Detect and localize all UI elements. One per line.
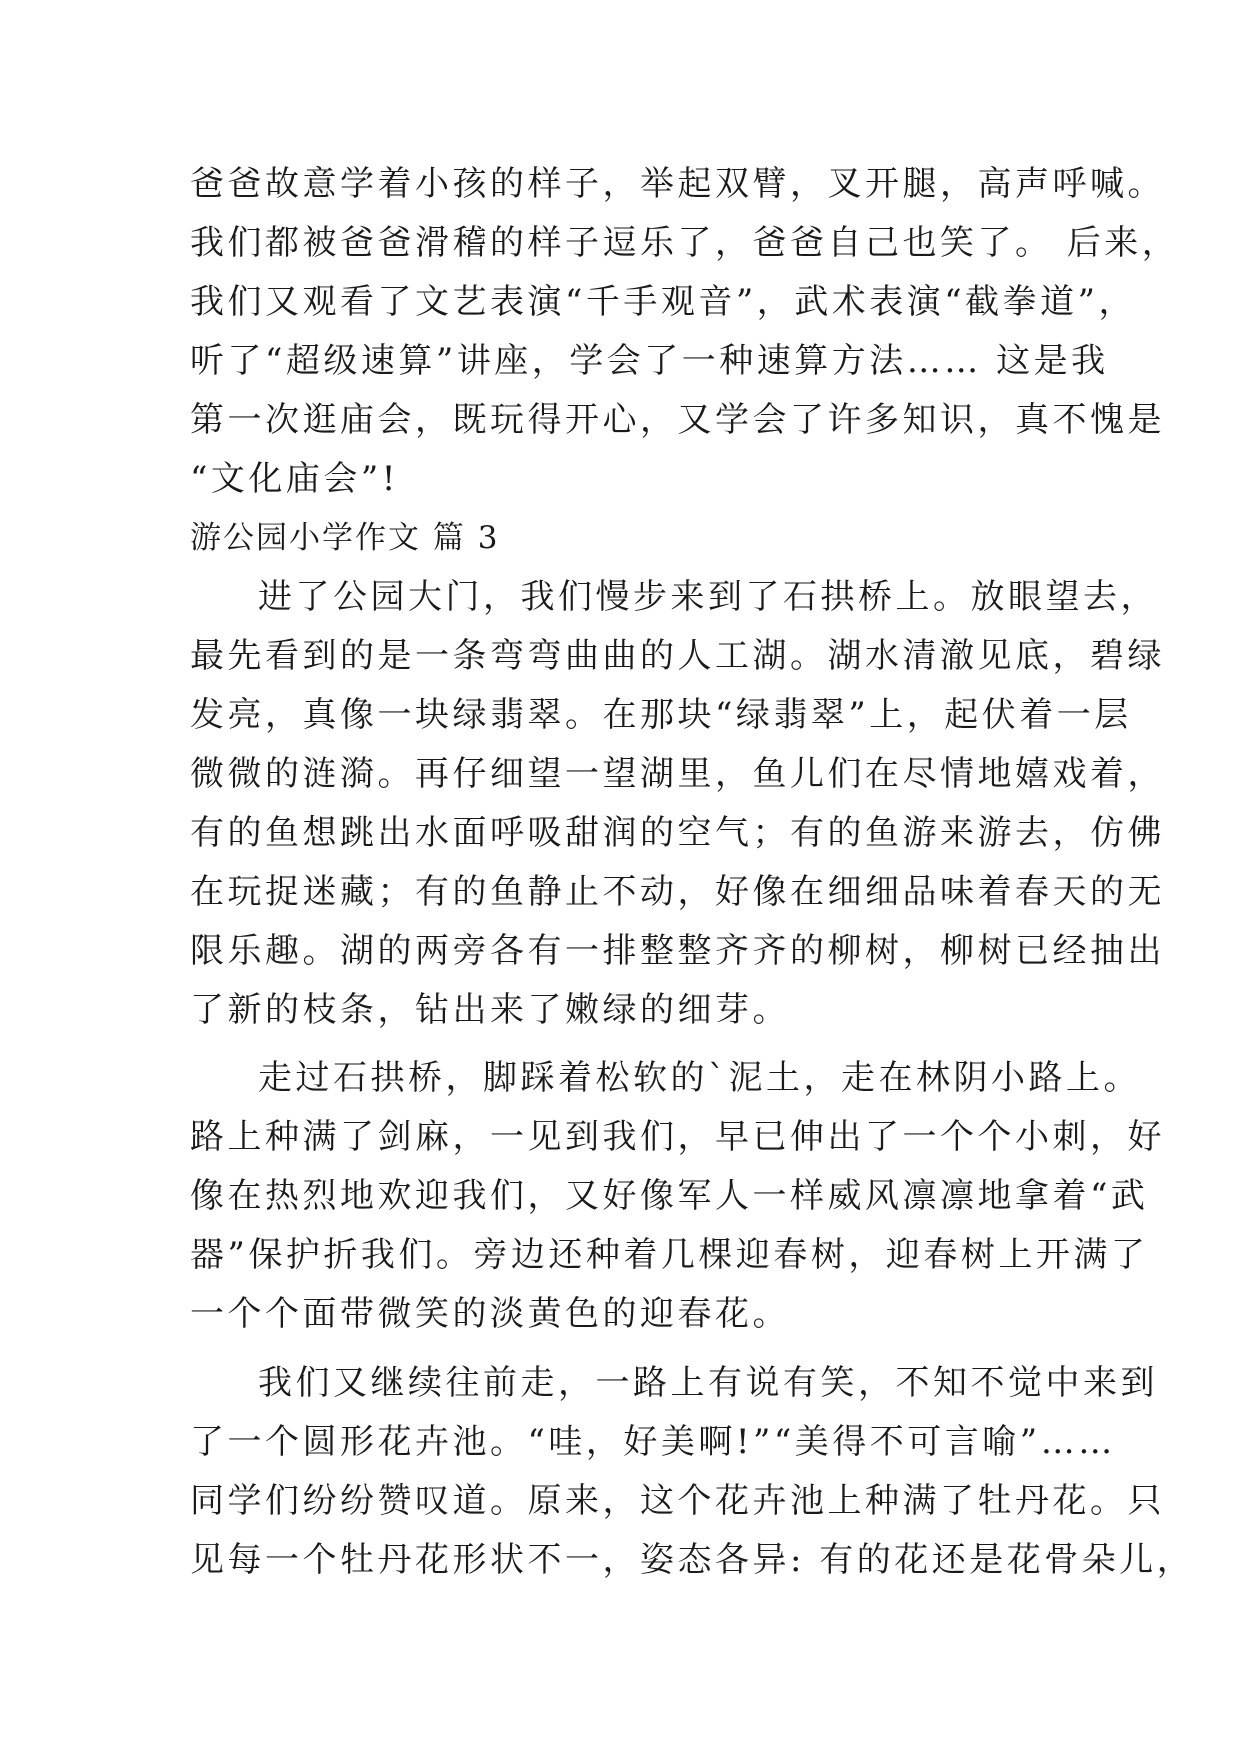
text-line: 我们又观看了文艺表演“千手观音”，武术表演“截拳道”，	[190, 282, 1137, 322]
text-line: 路上种满了剑麻，一见到我们，早已伸出了一个个小刺，好	[190, 1117, 1165, 1157]
text-line: 有的鱼想跳出水面呼吸甜润的空气；有的鱼游来游去，仿佛	[190, 813, 1165, 853]
text-line: 了一个圆形花卉池。“哇，好美啊!”“美得不可言喻”……	[190, 1422, 1116, 1462]
text-line: 我们又继续往前走，一路上有说有笑，不知不觉中来到	[258, 1363, 1158, 1403]
text-line: 我们都被爸爸滑稽的样子逗乐了，爸爸自己也笑了。 后来，	[190, 223, 1180, 263]
text-line: 同学们纷纷赞叹道。原来，这个花卉池上种满了牡丹花。只	[190, 1481, 1165, 1521]
text-line: 听了“超级速算”讲座，学会了一种速算方法…… 这是我	[190, 341, 1109, 381]
text-line: 走过石拱桥，脚踩着松软的`泥土，走在林阴小路上。	[258, 1058, 1141, 1098]
text-line: 进了公园大门，我们慢步来到了石拱桥上。放眼望去，	[258, 577, 1158, 617]
text-line: 像在热烈地欢迎我们，又好像军人一样威风凛凛地拿着“武	[190, 1176, 1149, 1216]
text-line: 微微的涟漪。再仔细望一望湖里，鱼儿们在尽情地嬉戏着，	[190, 754, 1165, 794]
text-line: 见每一个牡丹花形状不一，姿态各异: 有的花还是花骨朵儿，	[190, 1540, 1195, 1580]
text-line: 在玩捉迷藏；有的鱼静止不动，好像在细细品味着春天的无	[190, 872, 1165, 912]
text-line: 爸爸故意学着小孩的样子，举起双臂，叉开腿，高声呼喊。	[190, 164, 1165, 204]
section-title: 游公园小学作文 篇 3	[190, 520, 500, 556]
text-line: 最先看到的是一条弯弯曲曲的人工湖。湖水清澈见底，碧绿	[190, 636, 1165, 676]
text-line: 了新的枝条，钻出来了嫩绿的细芽。	[190, 990, 790, 1030]
text-line: 一个个面带微笑的淡黄色的迎春花。	[190, 1294, 790, 1334]
text-line: 发亮，真像一块绿翡翠。在那块“绿翡翠”上，起伏着一层	[190, 695, 1132, 735]
text-line: 器”保护折我们。旁边还种着几棵迎春树，迎春树上开满了	[190, 1235, 1149, 1275]
text-line: “文化庙会”!	[190, 459, 399, 499]
text-line: 限乐趣。湖的两旁各有一排整整齐齐的柳树，柳树已经抽出	[190, 931, 1165, 971]
text-line: 第一次逛庙会，既玩得开心，又学会了许多知识，真不愧是	[190, 400, 1165, 440]
